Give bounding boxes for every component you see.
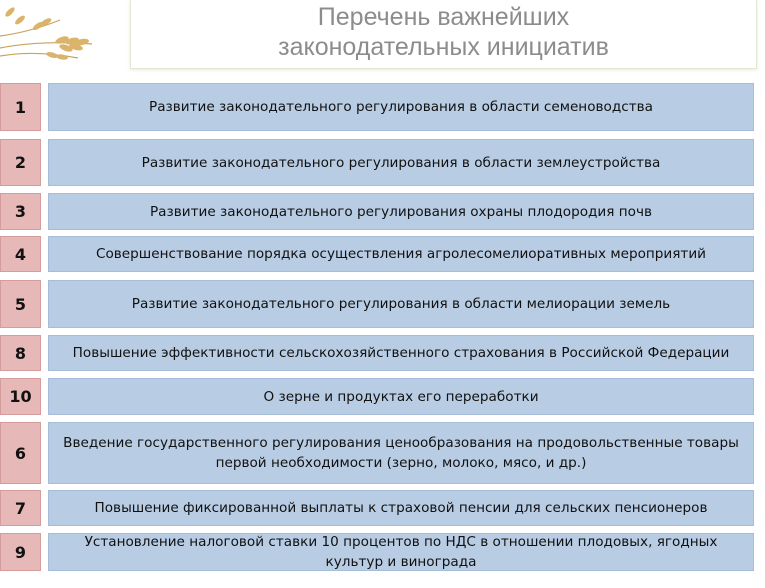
initiative-row [0, 335, 765, 371]
row-text: Развитие законодательного регулирования охраны плодородия почв [48, 193, 754, 230]
wheat-ears-icon [0, 0, 100, 70]
row-text: Введение государственного регулирования ценообразования на продовольственные товары первой необходимости (зерно, молоко, мясо, и др.) [48, 422, 754, 484]
page-title: Перечень важнейших законодательных инициатив [278, 3, 609, 61]
initiative-row [0, 236, 765, 272]
row-number: 5 [0, 280, 41, 328]
row-text: Повышение эффективности сельскохозяйственного страхования в Российской Федерации [48, 335, 754, 371]
initiative-row [0, 139, 765, 186]
initiative-row [0, 533, 765, 571]
row-number: 8 [0, 335, 41, 371]
row-number: 2 [0, 139, 41, 186]
row-number: 3 [0, 193, 41, 230]
initiative-row [0, 193, 765, 230]
row-text: Повышение фиксированной выплаты к страховой пенсии для сельских пенсионеров [48, 490, 754, 526]
row-number: 4 [0, 236, 41, 272]
initiative-row [0, 422, 765, 484]
initiative-row [0, 280, 765, 328]
initiative-row [0, 490, 765, 526]
row-text: Развитие законодательного регулирования в области семеноводства [48, 83, 754, 131]
row-text: Установление налоговой ставки 10 процентов по НДС в отношении плодовых, ягодных культур и винограда [48, 533, 754, 571]
row-number: 7 [0, 490, 41, 526]
initiative-row [0, 83, 765, 131]
initiative-row [0, 378, 765, 415]
row-number: 9 [0, 533, 41, 571]
row-text: О зерне и продуктах его переработки [48, 378, 754, 415]
row-number: 10 [0, 378, 41, 415]
row-text: Совершенствование порядка осуществления агролесомелиоративных мероприятий [48, 236, 754, 272]
title-box [130, 0, 757, 69]
row-number: 6 [0, 422, 41, 484]
row-text: Развитие законодательного регулирования в области мелиорации земель [48, 280, 754, 328]
row-number: 1 [0, 83, 41, 131]
row-text: Развитие законодательного регулирования в области землеустройства [48, 139, 754, 186]
